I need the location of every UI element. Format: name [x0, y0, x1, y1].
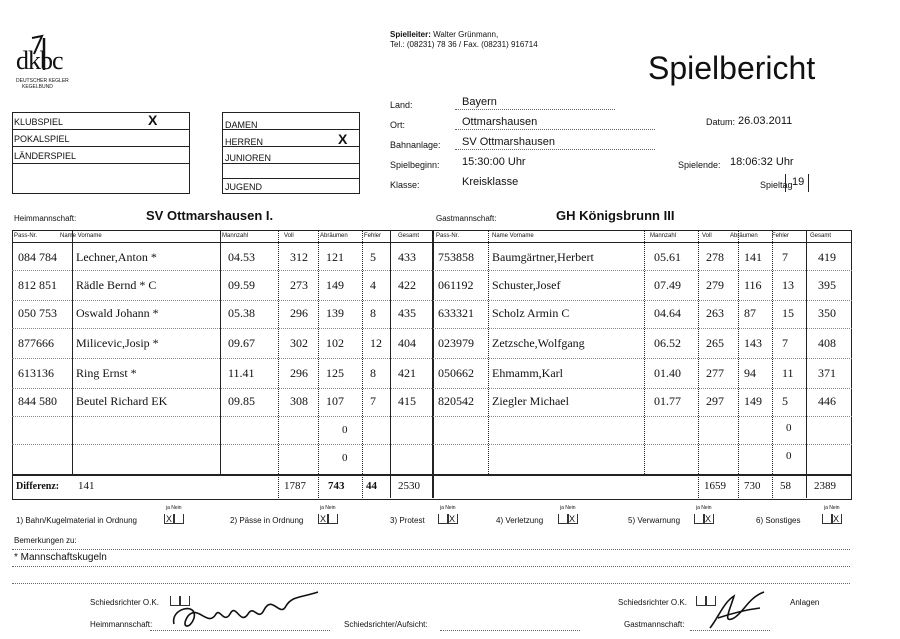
home-cell: Oswald Johann *	[76, 306, 159, 320]
home-cell: 421	[398, 366, 416, 380]
guest-signature	[704, 588, 774, 639]
differenz-label: Differenz:	[16, 481, 60, 492]
home-cell: 312	[290, 250, 308, 264]
home-cell: 8	[370, 306, 376, 320]
home-total-abr: 743	[328, 480, 345, 492]
home-total-fehler: 44	[366, 480, 377, 492]
home-cell: 05.38	[228, 306, 255, 320]
guest-cell: 023979	[438, 336, 474, 350]
check-bahn-label: 1) Bahn/Kugelmaterial in Ordnung	[16, 516, 137, 525]
home-h-gesamt: Gesamt	[398, 233, 420, 239]
home-empty-fehler-2: 0	[342, 452, 348, 464]
guest-h-abr: Abräumen	[730, 233, 758, 239]
sig-sr-ausf-label: Schiedsrichter/Aufsicht:	[344, 620, 428, 629]
check-verwarnung-mark: X	[705, 514, 712, 524]
guest-cell: 11	[782, 366, 794, 380]
guest-cell: 419	[818, 250, 836, 264]
home-cell: 435	[398, 306, 416, 320]
guest-cell: 278	[706, 250, 724, 264]
home-cell: Lechner,Anton *	[76, 250, 157, 264]
guest-h-fehler: Fehler	[772, 233, 790, 239]
home-cell: 812 851	[18, 278, 57, 292]
logo-sub1: DEUTSCHER KEGLER	[16, 78, 69, 84]
guest-cell: Ehmamm,Karl	[492, 366, 563, 380]
cat-jugend: JUGEND	[225, 182, 263, 192]
guest-cell: Baumgärtner,Herbert	[492, 250, 594, 264]
klasse-label: Klasse:	[390, 180, 420, 190]
dkbc-logo	[14, 34, 84, 94]
guest-cell: 13	[782, 278, 794, 292]
beginn-value: 15:30:00 Uhr	[462, 156, 526, 168]
check-verletzung-box	[558, 514, 568, 524]
home-cell: 084 784	[18, 250, 57, 264]
check-protest-box	[438, 514, 448, 524]
check-protest-mark: X	[449, 514, 456, 524]
guest-h-gesamt: Gesamt	[810, 233, 832, 239]
guest-cell: 633321	[438, 306, 474, 320]
page-title: Spielbericht	[648, 50, 816, 86]
guest-cell: Schuster,Josef	[492, 278, 561, 292]
check-sonstiges-janein: ja Nein	[824, 505, 840, 511]
sig-anlagen-label: Anlagen	[790, 598, 820, 607]
guest-cell: 265	[706, 336, 724, 350]
contact-line	[390, 30, 498, 39]
guest-cell: 7	[782, 250, 788, 264]
klubspiel-mark: X	[148, 112, 158, 128]
ort-value: Ottmarshausen	[462, 116, 538, 128]
remarks-text: * Mannschaftskugeln	[14, 552, 107, 563]
guest-cell: 141	[744, 250, 762, 264]
land-value: Bayern	[462, 96, 497, 108]
guest-cell: 87	[744, 306, 756, 320]
guest-cell: 408	[818, 336, 836, 350]
home-cell: 4	[370, 278, 376, 292]
guest-cell: 395	[818, 278, 836, 292]
check-sonstiges-label: 6) Sonstiges	[756, 516, 801, 525]
game-laenderspiel: LÄNDERSPIEL	[14, 151, 77, 161]
guest-cell: 350	[818, 306, 836, 320]
guest-cell: 01.40	[654, 366, 681, 380]
home-cell: 613136	[18, 366, 54, 380]
home-cell: 415	[398, 394, 416, 408]
guest-cell: 446	[818, 394, 836, 408]
check-paesse-label: 2) Pässe in Ordnung	[230, 516, 304, 525]
home-cell: 04.53	[228, 250, 255, 264]
guest-total: 2389	[814, 480, 836, 492]
home-cell: 102	[326, 336, 344, 350]
check-bahn-mark: X	[166, 514, 173, 524]
home-cell: 5	[370, 250, 376, 264]
home-cell: 273	[290, 278, 308, 292]
guest-cell: 297	[706, 394, 724, 408]
check-verwarnung-janein: ja Nein	[696, 505, 712, 511]
check-sonstiges-box	[822, 514, 832, 524]
home-empty-fehler-1: 0	[342, 424, 348, 436]
home-cell: 296	[290, 366, 308, 380]
guest-cell: 07.49	[654, 278, 681, 292]
guest-total-abr: 730	[744, 480, 761, 492]
guest-cell: 820542	[438, 394, 474, 408]
guest-cell: 94	[744, 366, 756, 380]
guest-total-fehler: 58	[780, 480, 791, 492]
check-verwarnung-box	[694, 514, 704, 524]
check-verwarnung-label: 5) Verwarnung	[628, 516, 681, 525]
cat-damen: DAMEN	[225, 120, 258, 130]
home-cell: Beutel Richard EK	[76, 394, 168, 408]
cat-junioren: JUNIOREN	[225, 153, 272, 163]
guest-cell: 061192	[438, 278, 474, 292]
check-paesse-janein: ja Nein	[320, 505, 336, 511]
home-h-name: Name Vorname	[60, 233, 102, 239]
home-cell: 125	[326, 366, 344, 380]
guest-cell: 01.77	[654, 394, 681, 408]
contact-label: Spielleiter:	[390, 30, 431, 39]
ende-label: Spielende:	[678, 160, 721, 170]
remarks-label: Bemerkungen zu:	[14, 536, 77, 545]
guest-cell: 050662	[438, 366, 474, 380]
game-pokalspiel: POKALSPIEL	[14, 134, 70, 144]
guest-team-name: GH Königsbrunn III	[556, 208, 675, 223]
game-klubspiel: KLUBSPIEL	[14, 117, 64, 127]
spieltag-value: 19	[792, 176, 805, 188]
datum-label: Datum:	[706, 117, 736, 127]
home-cell: 404	[398, 336, 416, 350]
home-cell: 12	[370, 336, 382, 350]
guest-cell: 04.64	[654, 306, 681, 320]
differenz-value: 141	[78, 480, 95, 492]
home-cell: Ring Ernst *	[76, 366, 137, 380]
guest-cell: 06.52	[654, 336, 681, 350]
cat-herren: HERREN	[225, 137, 264, 147]
logo-text: dkbc	[16, 46, 63, 75]
sig-gast-label: Gastmannschaft:	[624, 620, 685, 629]
home-cell: 09.67	[228, 336, 255, 350]
guest-cell: 753858	[438, 250, 474, 264]
check-protest-janein: ja Nein	[440, 505, 456, 511]
check-verletzung-mark: X	[569, 514, 576, 524]
bahn-label: Bahnanlage:	[390, 140, 441, 150]
home-total: 2530	[398, 480, 420, 492]
guest-empty-fehler-2: 0	[786, 450, 792, 462]
home-cell: 139	[326, 306, 344, 320]
home-cell: Milicevic,Josip *	[76, 336, 159, 350]
home-cell: 09.59	[228, 278, 255, 292]
home-h-fehler: Fehler	[364, 233, 382, 239]
herren-mark: X	[338, 131, 348, 147]
guest-cell: 15	[782, 306, 794, 320]
check-protest-label: 3) Protest	[390, 516, 425, 525]
home-cell: 433	[398, 250, 416, 264]
guest-cell: 143	[744, 336, 762, 350]
guest-cell: 7	[782, 336, 788, 350]
guest-label: Gastmannschaft:	[436, 214, 497, 223]
home-cell: 302	[290, 336, 308, 350]
check-bahn-janein: ja Nein	[166, 505, 182, 511]
home-signature	[168, 588, 328, 639]
guest-cell: 277	[706, 366, 724, 380]
home-h-pass: Pass-Nr.	[14, 233, 38, 239]
home-cell: 877666	[18, 336, 54, 350]
guest-cell: Zetzsche,Wolfgang	[492, 336, 585, 350]
check-verletzung-janein: ja Nein	[560, 505, 576, 511]
guest-h-mann: Mannzahl	[650, 233, 677, 239]
guest-h-voll: Voll	[702, 233, 712, 239]
spieltag-label: Spieltag	[760, 180, 793, 190]
sig-heim-label: Heimmannschaft:	[90, 620, 153, 629]
home-cell: 7	[370, 394, 376, 408]
home-h-mann: Mannzahl	[222, 233, 249, 239]
guest-h-name: Name Vorname	[492, 233, 534, 239]
check-paesse-mark: X	[320, 514, 327, 524]
guest-cell: 263	[706, 306, 724, 320]
home-cell: 09.85	[228, 394, 255, 408]
home-cell: 11.41	[228, 366, 255, 380]
datum-value: 26.03.2011	[738, 115, 793, 127]
home-total-voll: 1787	[284, 480, 306, 492]
home-cell: 308	[290, 394, 308, 408]
home-cell: 121	[326, 250, 344, 264]
home-cell: 149	[326, 278, 344, 292]
guest-cell: 05.61	[654, 250, 681, 264]
home-cell: Rädle Bernd * C	[76, 278, 157, 292]
sig-sr-home-label: Schiedsrichter O.K.	[90, 598, 159, 607]
home-cell: 8	[370, 366, 376, 380]
guest-h-pass: Pass-Nr.	[436, 233, 460, 239]
guest-cell: 279	[706, 278, 724, 292]
contact-tel: Tel.: (08231) 78 36 / Fax. (08231) 916714	[390, 40, 538, 49]
guest-cell: Scholz Armin C	[492, 306, 570, 320]
home-h-abr: Abräumen	[320, 233, 348, 239]
home-cell: 422	[398, 278, 416, 292]
sig-sr-guest-label: Schiedsrichter O.K.	[618, 598, 687, 607]
guest-empty-fehler-1: 0	[786, 422, 792, 434]
home-cell: 296	[290, 306, 308, 320]
guest-cell: Ziegler Michael	[492, 394, 569, 408]
check-verletzung-label: 4) Verletzung	[496, 516, 544, 525]
guest-cell: 371	[818, 366, 836, 380]
guest-cell: 5	[782, 394, 788, 408]
contact-name: Walter Grünmann,	[433, 30, 499, 39]
klasse-value: Kreisklasse	[462, 176, 519, 188]
guest-cell: 116	[744, 278, 762, 292]
land-label: Land:	[390, 100, 413, 110]
home-team-name: SV Ottmarshausen I.	[146, 208, 274, 223]
ende-value: 18:06:32 Uhr	[730, 156, 794, 168]
beginn-label: Spielbeginn:	[390, 160, 440, 170]
check-sonstiges-mark: X	[833, 514, 840, 524]
logo-sub2: KEGELBUND	[22, 84, 53, 90]
guest-cell: 149	[744, 394, 762, 408]
home-cell: 107	[326, 394, 344, 408]
home-cell: 050 753	[18, 306, 57, 320]
ort-label: Ort:	[390, 120, 405, 130]
home-label: Heimmannschaft:	[14, 214, 77, 223]
bahn-value: SV Ottmarshausen	[462, 136, 555, 148]
guest-total-voll: 1659	[704, 480, 726, 492]
home-h-voll: Voll	[284, 233, 294, 239]
home-cell: 844 580	[18, 394, 57, 408]
